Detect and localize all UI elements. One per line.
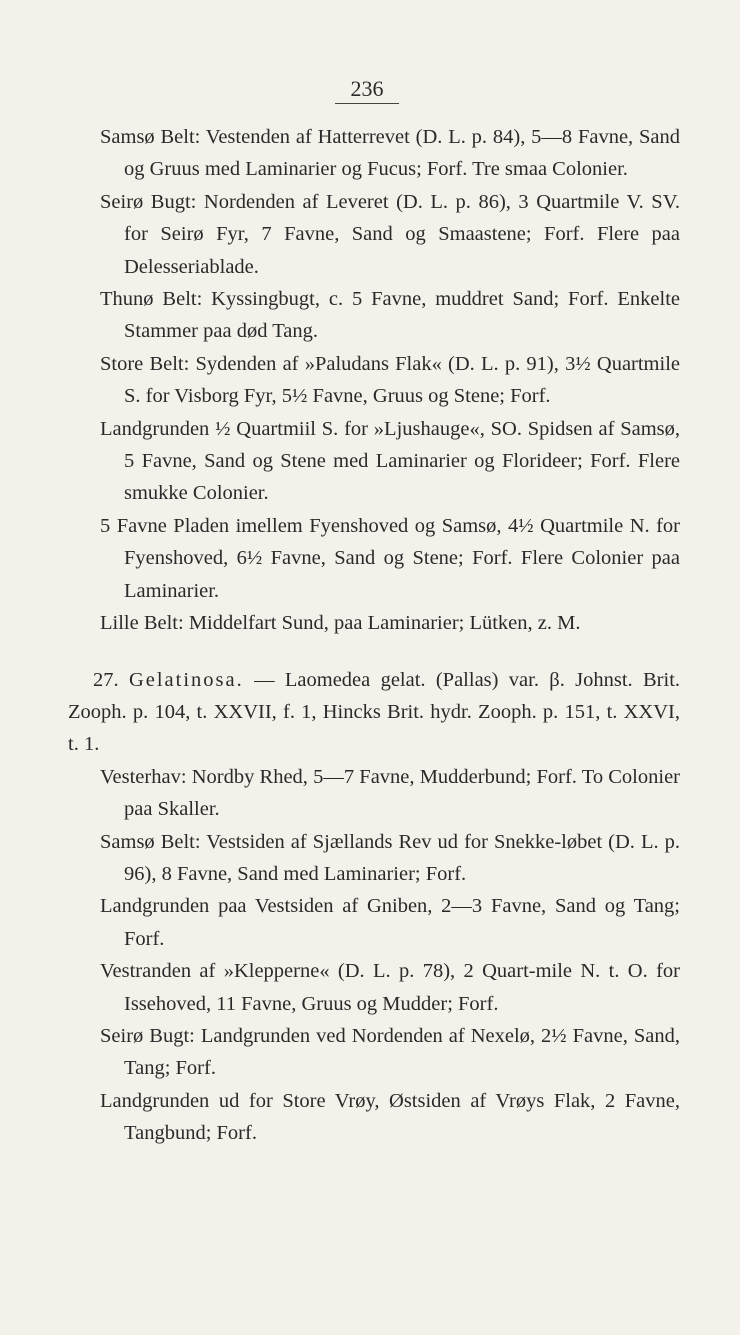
species-reference: — Laomedea gelat. (Pallas) var. β. Johnst. Brit. Zooph. p. 104, t. XXVII, f. 1, Hincks Brit. hydr. Zooph. p. 151, t. XXVI, t. 1. (68, 668, 681, 756)
species-name: Gelatinosa. (128, 668, 244, 691)
locality-entry: Landgrunden paa Vestsiden af Gniben, 2—3 Favne, Sand og Tang; Forf. (100, 895, 680, 950)
species-heading (68, 664, 680, 761)
locality-entry: Samsø Belt: Vestenden af Hatterrevet (D. L. p. 84), 5—8 Favne, Sand og Gruus med Laminarier og Fucus; Forf. Tre smaa Colonier. (100, 126, 680, 181)
locality-entry: Store Belt: Sydenden af »Paludans Flak« (D. L. p. 91), 3½ Quartmile S. for Visborg Fyr, 5½ Favne, Gruus og Stene; Forf. (100, 352, 680, 408)
locality-entry: 5 Favne Pladen imellem Fyenshoved og Samsø, 4½ Quartmile N. for Fyenshoved, 6½ Favne, Sand og Stene; Forf. Flere Colonier paa Laminarier. (100, 514, 680, 602)
locality-entry: Lille Belt: Middelfart Sund, paa Laminarier; Lütken, z. M. (100, 612, 581, 635)
locality-entry: Samsø Belt: Vestsiden af Sjællands Rev ud for Snekke-løbet (D. L. p. 96), 8 Favne, Sand med Laminarier; Forf. (100, 830, 680, 885)
locality-entry: Landgrunden ud for Store Vrøy, Østsiden af Vrøys Flak, 2 Favne, Tangbund; Forf. (100, 1089, 680, 1145)
locality-entry: Landgrunden ½ Quartmiil S. for »Ljushauge«, SO. Spidsen af Samsø, 5 Favne, Sand og Stene med Laminarier og Florideer; Forf. Flere smukke Colonier. (100, 417, 680, 505)
species-number: 27. (93, 668, 119, 691)
locality-entry: Seirø Bugt: Nordenden af Leveret (D. L. p. 86), 3 Quartmile V. SV. for Seirø Fyr, 7 Favne, Sand og Smaastene; Forf. Flere paa Delesseriablade. (100, 190, 680, 278)
locality-entry: Vesterhav: Nordby Rhed, 5—7 Favne, Mudderbund; Forf. To Colonier paa Skaller. (100, 765, 680, 821)
locality-entry: Vestranden af »Klepperne« (D. L. p. 78), 2 Quart-mile N. t. O. for Issehoved, 11 Favne, Gruus og Mudder; Forf. (100, 960, 680, 1015)
section-gap (100, 640, 680, 664)
page-body (68, 121, 681, 1150)
locality-entry: Thunø Belt: Kyssingbugt, c. 5 Favne, muddret Sand; Forf. Enkelte Stammer paa død Tang. (100, 288, 680, 343)
locality-entry: Seirø Bugt: Landgrunden ved Nordenden af Nexelø, 2½ Favne, Sand, Tang; Forf. (100, 1024, 680, 1080)
page-number: 236 (335, 76, 399, 104)
